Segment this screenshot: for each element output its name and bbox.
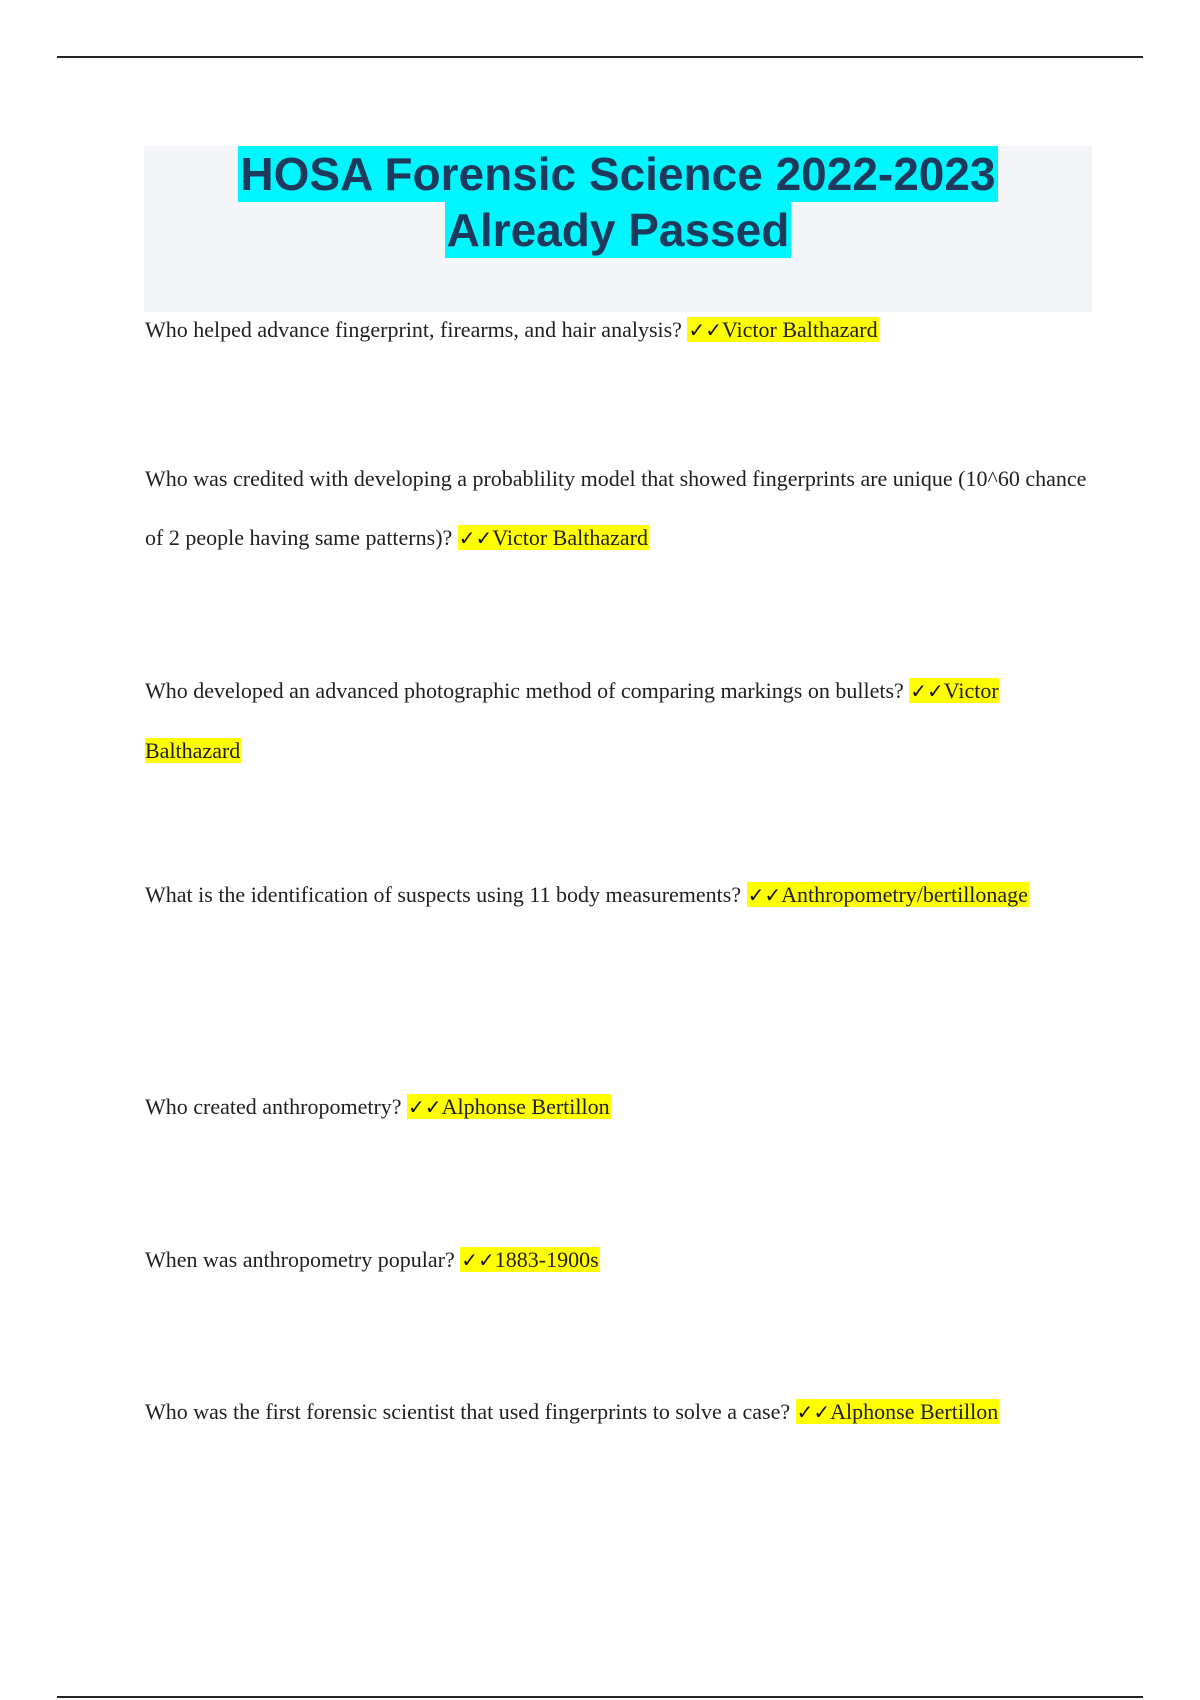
qa-item [145, 449, 1095, 568]
qa-item [145, 661, 1095, 780]
question-text: Who developed an advanced photographic method of comparing markings on bullets? [145, 678, 910, 703]
double-check-icon: ✓✓ [688, 318, 722, 342]
answer-highlight [687, 317, 878, 342]
question-text: Who created anthropometry? [145, 1094, 408, 1119]
question-text: When was anthropometry popular? [145, 1247, 461, 1272]
title-block [144, 146, 1092, 312]
question-text: Who was credited with developing a probablility model that showed fingerprints are unique (10^60 chance of 2 people having same patterns)? [145, 466, 1087, 550]
qa-item [145, 1382, 1095, 1442]
answer-highlight [407, 1094, 611, 1119]
answer-highlight [460, 1247, 599, 1272]
answer-text: 1883-1900s [494, 1247, 599, 1272]
footer-rule [57, 1696, 1143, 1698]
answer-text: Victor Balthazard [492, 525, 648, 550]
answer-text: Victor Balthazard [721, 317, 878, 342]
double-check-icon: ✓✓ [747, 883, 782, 907]
document-title-line-2: Already Passed [446, 204, 790, 256]
answer-highlight [458, 525, 649, 550]
double-check-icon: ✓✓ [408, 1095, 442, 1119]
double-check-icon: ✓✓ [458, 526, 493, 550]
qa-item [145, 300, 1095, 360]
answer-highlight [747, 882, 1029, 907]
answer-text: Victor Balthazard [145, 678, 999, 763]
question-text: What is the identification of suspects using 11 body measurements? [145, 882, 747, 907]
double-check-icon: ✓✓ [910, 679, 944, 703]
qa-item [145, 865, 1095, 925]
qa-item [145, 1230, 1095, 1290]
answer-text: Alphonse Bertillon [441, 1094, 610, 1119]
question-text: Who was the first forensic scientist that used fingerprints to solve a case? [145, 1399, 796, 1424]
answer-text: Alphonse Bertillon [830, 1399, 999, 1424]
double-check-icon: ✓✓ [796, 1400, 831, 1424]
question-text: Who helped advance fingerprint, firearms, and hair analysis? [145, 317, 688, 342]
answer-text: Anthropometry/bertillonage [781, 882, 1028, 907]
answer-highlight [796, 1399, 1000, 1424]
header-rule [57, 56, 1143, 58]
document-title-line-1: HOSA Forensic Science 2022-2023 [240, 148, 996, 200]
qa-item [145, 1077, 1095, 1137]
double-check-icon: ✓✓ [461, 1248, 495, 1272]
